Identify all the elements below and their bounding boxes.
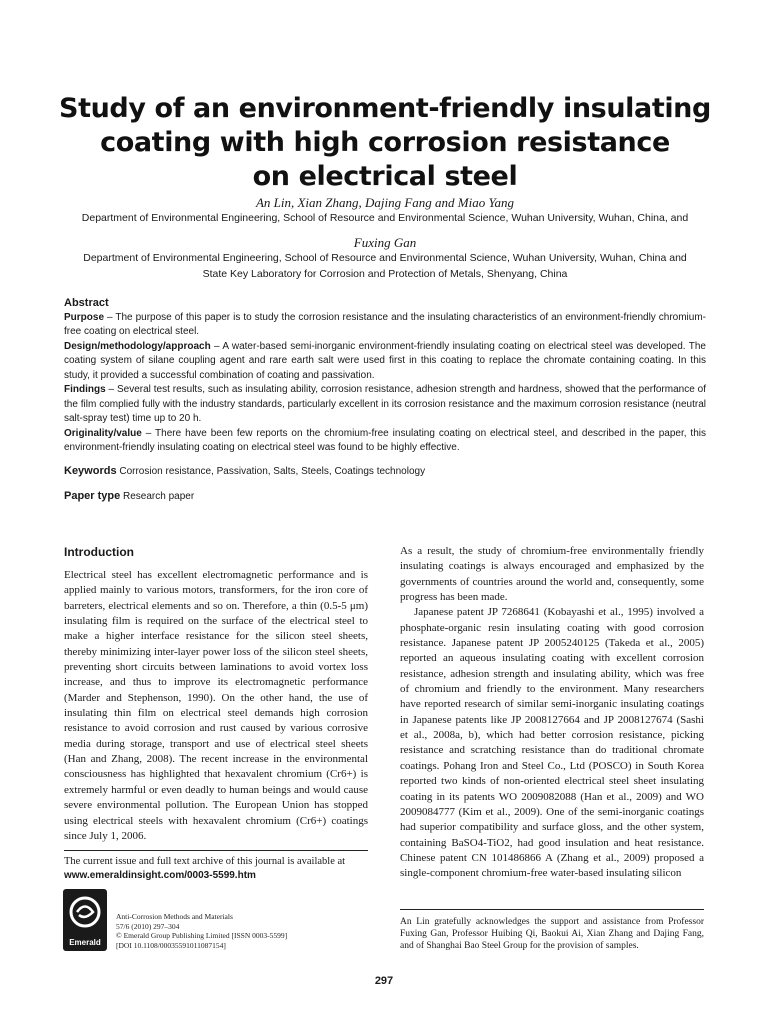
keywords-label: Keywords xyxy=(64,465,117,477)
footnote-text: The current issue and full text archive of this journal is available at xyxy=(64,856,346,867)
journal-info-line: © Emerald Group Publishing Limited [ISSN 0003-5599] xyxy=(116,931,288,940)
abstract-label: Purpose xyxy=(64,311,105,323)
abstract-purpose xyxy=(64,311,706,340)
right-column xyxy=(400,544,704,882)
journal-info-line: 57/6 (2010) 297–304 xyxy=(116,921,180,931)
abstract-text: – There have been few reports on the chromium-free insulating coating on electrical steel, and described in the paper, this environment-friendly insulating coating on electrical steel was found to be highly effective. xyxy=(64,427,706,453)
footnote-divider xyxy=(64,850,368,851)
authors-primary: An Lin, Xian Zhang, Dajing Fang and Miao Yang xyxy=(255,195,515,210)
affiliation-secondary-line1: Department of Environmental Engineering, School of Resource and Environmental Science, Wuhan University, Wuhan, China and xyxy=(83,252,687,264)
introduction-heading: Introduction xyxy=(64,545,134,559)
page-number: 297 xyxy=(374,975,394,987)
abstract-heading: Abstract xyxy=(64,297,109,309)
keywords xyxy=(64,464,425,479)
journal-info-line: Anti-Corrosion Methods and Materials xyxy=(116,912,233,921)
acknowledgement: An Lin gratefully acknowledges the support and assistance from Professor Fuxing Gan, Professor Huibing Qi, Baokui Ai, Xian Zhang and Dajing Fang, and of Shanghai Bao Steel Group for the provision of samples. xyxy=(400,917,704,951)
abstract-label: Originality/value xyxy=(64,427,142,439)
abstract xyxy=(64,296,706,456)
emerald-swirl-icon xyxy=(67,893,103,933)
abstract-text: – Several test results, such as insulating ability, corrosion resistance, adhesion strength and hardness, showed that the performance of the film complied fully with the industry standards, particularly excellent in its corrosion resistance and the maximum corrosion resistance (neutral salt-spray test) time up to 20 h. xyxy=(64,384,706,424)
affiliation-primary: Department of Environmental Engineering, School of Resource and Environmental Science, Wuhan University, Wuhan, China, and xyxy=(81,212,689,224)
abstract-label: Findings xyxy=(64,384,106,395)
paper-title xyxy=(40,92,730,194)
paper-type-text: Research paper xyxy=(120,491,195,502)
paper-type-label: Paper type xyxy=(64,490,121,502)
title-line: coating with high corrosion resistance xyxy=(100,127,670,158)
affiliation-secondary-line2: State Key Laboratory for Corrosion and Protection of Metals, Shenyang, China xyxy=(202,268,568,280)
abstract-text: – The purpose of this paper is to study the corrosion resistance and the insulating characteristics of an environment-friendly chromium-free coating on electrical steel. xyxy=(64,311,706,337)
body-paragraph: As a result, the study of chromium-free environmentally friendly insulating coatings is always encouraged and emphasized by the governments of countries around the world and, consequently, some progress has been made. xyxy=(400,545,704,604)
abstract-findings xyxy=(64,383,706,427)
left-column xyxy=(64,544,368,844)
abstract-design xyxy=(64,340,706,384)
abstract-label: Design/methodology/approach xyxy=(64,340,211,352)
acknowledgement-divider xyxy=(400,909,704,910)
title-line: Study of an environment-friendly insulating xyxy=(59,93,711,124)
title-line: on electrical steel xyxy=(252,161,518,192)
introduction-paragraph: Electrical steel has excellent electromagnetic performance and is applied mainly to various motors, transformers, for the iron core of barreters, electrical elements and so on. Therefore, a thin (0.5-5 μm) insulating film is required on the surface of the electrical steel to make a higher interface resistance for the silicon steel sheets, thereby minimizing inter-layer power loss of the silicon steel sheets, preventing short circuits between laminations to avoid vortex loss increase, and thus to improve its electromagnetic performance (Marder and Stephenson, 1990). On the other hand, the use of insulating thin film on electrical steel demands high corrosion resistance to avoid corrosion and rust caused by various corrosive media during storage, transport and use of electrical steel sheets (Han and Zhang, 2008). The recent increase in the environmental consciousness has highlighted that hexavalent chromium (Cr6+) is extremely harmful or even deadly to human beings and would cause severe environmental pollution. The European Union has stopped using electrical steels with hexavalent chromium (Cr6+) coatings since July 1, 2006. xyxy=(64,569,368,842)
journal-url[interactable]: www.emeraldinsight.com/0003-5599.htm xyxy=(64,870,256,881)
journal-info-line: [DOI 10.1108/00035591011087154] xyxy=(116,940,226,950)
journal-info xyxy=(116,912,376,950)
archive-footnote xyxy=(64,855,368,883)
abstract-originality xyxy=(64,427,706,456)
body-paragraph: Japanese patent JP 7268641 (Kobayashi et al., 1995) involved a phosphate-organic resin insulating coating with good corrosion resistance. Japanese patent JP 2005240125 (Takeda et al., 2005) reported an aqueous insulating coating with excellent corrosion resistance, adhesion strength and insulating ability, which was free of chromium and friendly to the environment. Many researchers have reported research of similar semi-inorganic insulating coatings in Japanese patents like JP 2008127664 and JP 2008127674 (Sashi et al., 2008a, b), which had better corrosion resistance, picking resistance and scratching resistance than do traditional chromate coatings. Pohang Iron and Steel Co., Ltd (POSCO) in South Korea reported two kinds of non-oriented electrical steel sheet insulating coating in its patents WO 2009082088 (Han et al., 2009) and WO 2009084777 (Kim et al., 2009). One of the semi-inorganic coatings had superior compatibility and surface gloss, and the other system, containing BaSO4-TiO2, had good insulation and heat resistance. Chinese patent CN 101486866 A (Zhang et al., 2009) proposed a single-component chromium-free water-based insulating silicon xyxy=(400,606,704,880)
logo-label: Emerald xyxy=(69,938,101,947)
authors-secondary: Fuxing Gan xyxy=(353,235,417,250)
paper-type xyxy=(64,489,194,504)
keywords-text: Corrosion resistance, Passivation, Salts, Steels, Coatings technology xyxy=(116,466,426,477)
abstract-text: – A water-based semi-inorganic environment-friendly insulating coating on electrical steel was developed. The coating system of silane coupling agent and rare earth salt were used first in this coating to replace the chromate containing coating. In this study, it provided a successful combination of coating and passivation. xyxy=(64,340,706,381)
emerald-logo xyxy=(63,889,107,951)
